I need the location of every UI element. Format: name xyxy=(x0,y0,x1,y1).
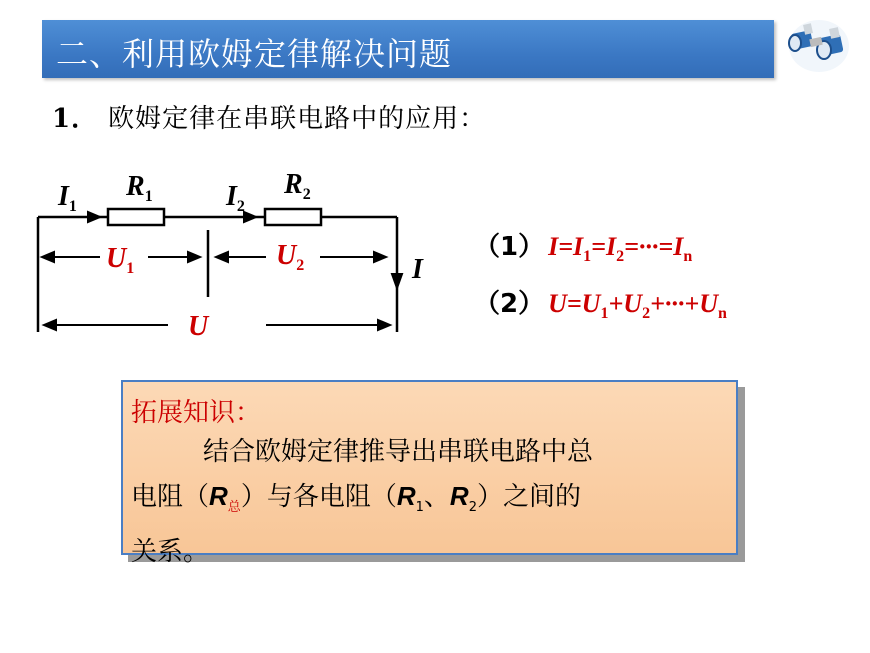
formula-1-label: （1） xyxy=(474,232,545,262)
resistor-r1 xyxy=(108,209,164,225)
formula-2-label: （2） xyxy=(474,289,545,319)
series-circuit-diagram xyxy=(0,160,440,345)
arrow-i xyxy=(392,274,402,288)
arrow-u-left xyxy=(44,320,56,330)
binoculars-icon xyxy=(786,16,852,76)
arrow-i1 xyxy=(88,212,100,222)
extended-knowledge-box xyxy=(121,380,738,568)
knowledge-line-1: 结合欧姆定律推导出串联电路中总 xyxy=(203,437,594,467)
knowledge-line-2: 电阻$(R_总)$与各电阻（$R_1$、$R_2$）之间的 xyxy=(131,481,581,516)
knowledge-body xyxy=(131,430,731,574)
arrow-u2-right xyxy=(374,252,386,262)
label-u: U xyxy=(188,311,209,342)
label-u1: $U_1$ xyxy=(106,243,135,277)
formula-voltage xyxy=(474,283,727,323)
label-r2: $R_2$ xyxy=(284,169,311,203)
formula-1-expr: $I=I_1=I_2=\cdot\cdot\cdot=I_n$ xyxy=(548,232,693,266)
formula-current xyxy=(474,226,692,266)
page-title: 二、利用欧姆定律解决问题 xyxy=(56,35,453,73)
formula-2-expr: $U=U_1+U_2+\cdot\cdot\cdot+U_n$ xyxy=(548,289,727,323)
arrow-u2-left xyxy=(216,252,228,262)
title-bar xyxy=(42,20,774,78)
arrow-u-right xyxy=(378,320,390,330)
arrow-i2 xyxy=(244,212,256,222)
label-u2: $U_2$ xyxy=(276,240,305,274)
subtitle-text: 欧姆定律在串联电路中的应用： xyxy=(108,104,487,134)
knowledge-heading: 拓展知识： xyxy=(131,398,262,428)
label-i: I xyxy=(412,254,423,285)
arrow-u1-right xyxy=(188,252,200,262)
subtitle-number: 1． xyxy=(52,104,99,134)
arrow-u1-left xyxy=(42,252,54,262)
resistor-r2 xyxy=(265,209,321,225)
label-i1: $I_1$ xyxy=(58,181,77,215)
knowledge-line-3: 关系。 xyxy=(131,537,210,568)
section-subtitle xyxy=(52,98,486,135)
label-r1: $R_1$ xyxy=(126,171,153,205)
label-i2: $I_2$ xyxy=(226,181,245,215)
